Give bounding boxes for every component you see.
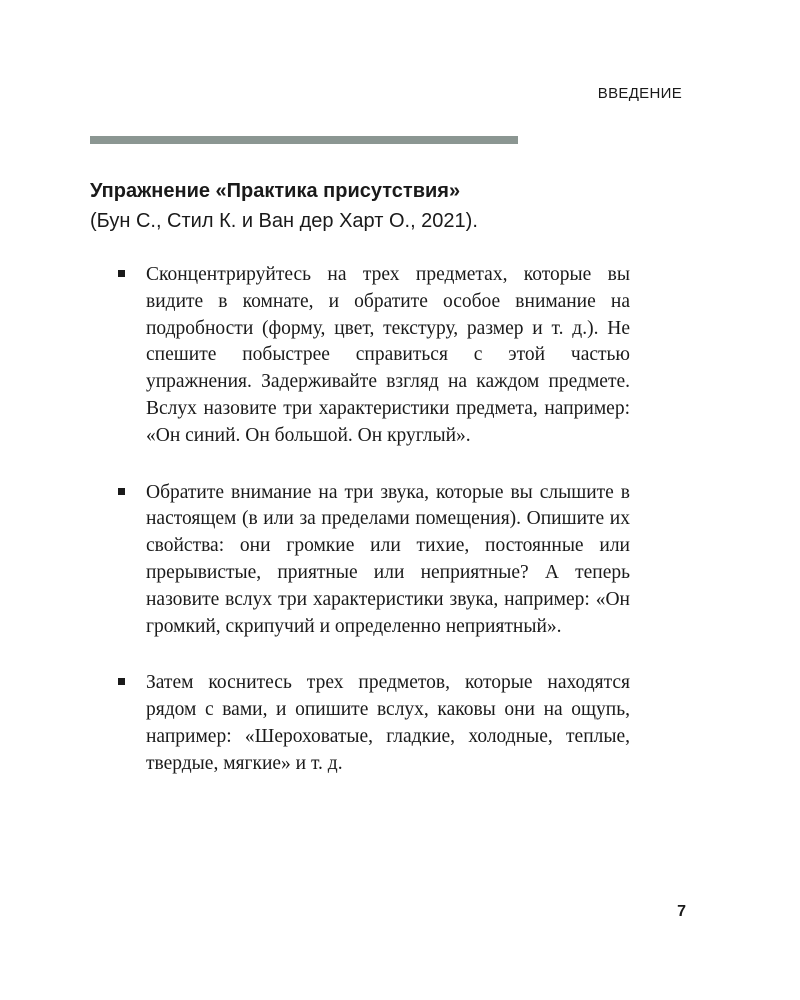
exercise-list <box>118 262 630 808</box>
section-rule <box>90 136 518 144</box>
list-item <box>118 670 630 777</box>
list-item <box>118 262 630 450</box>
list-item-text: Обратите внимание на три звука, которые вы слышите в настоящем (в или за пределами помещения). Опишите их свойства: они громкие или тихие, постоянные или прерывистые, приятные или неприятные? А теперь назовите вслух три характеристики звука, например: «Он громкий, скрипучий и определенно неприятный». <box>146 481 630 637</box>
list-item-text: Затем коснитесь трех предметов, которые находятся рядом с вами, и опишите вслух, каковы они на ощупь, например: «Шероховатые, гладкие, холодные, теплые, твердые, мягкие» и т. д. <box>146 672 630 774</box>
list-item-text: Сконцентрируйтесь на трех предметах, которые вы видите в комнате, и обратите особое внимание на подробности (форму, цвет, текстуру, размер и т. д.). Не спешите побыстрее справиться с этой частью упражнения. Задерживайте взгляд на каждом предмете. Вслух назовите три характеристики предмета, например: «Он синий. Он большой. Он круглый». <box>146 264 630 446</box>
bullet-square-icon <box>118 488 125 495</box>
bullet-square-icon <box>118 270 125 277</box>
exercise-citation: (Бун С., Стил К. и Ван дер Харт О., 2021). <box>90 210 478 232</box>
running-head: ВВЕДЕНИЕ <box>597 85 682 102</box>
exercise-title: Упражнение «Практика присутствия» <box>90 180 461 202</box>
page-number: 7 <box>677 903 686 920</box>
bullet-square-icon <box>118 678 125 685</box>
list-item <box>118 480 630 641</box>
